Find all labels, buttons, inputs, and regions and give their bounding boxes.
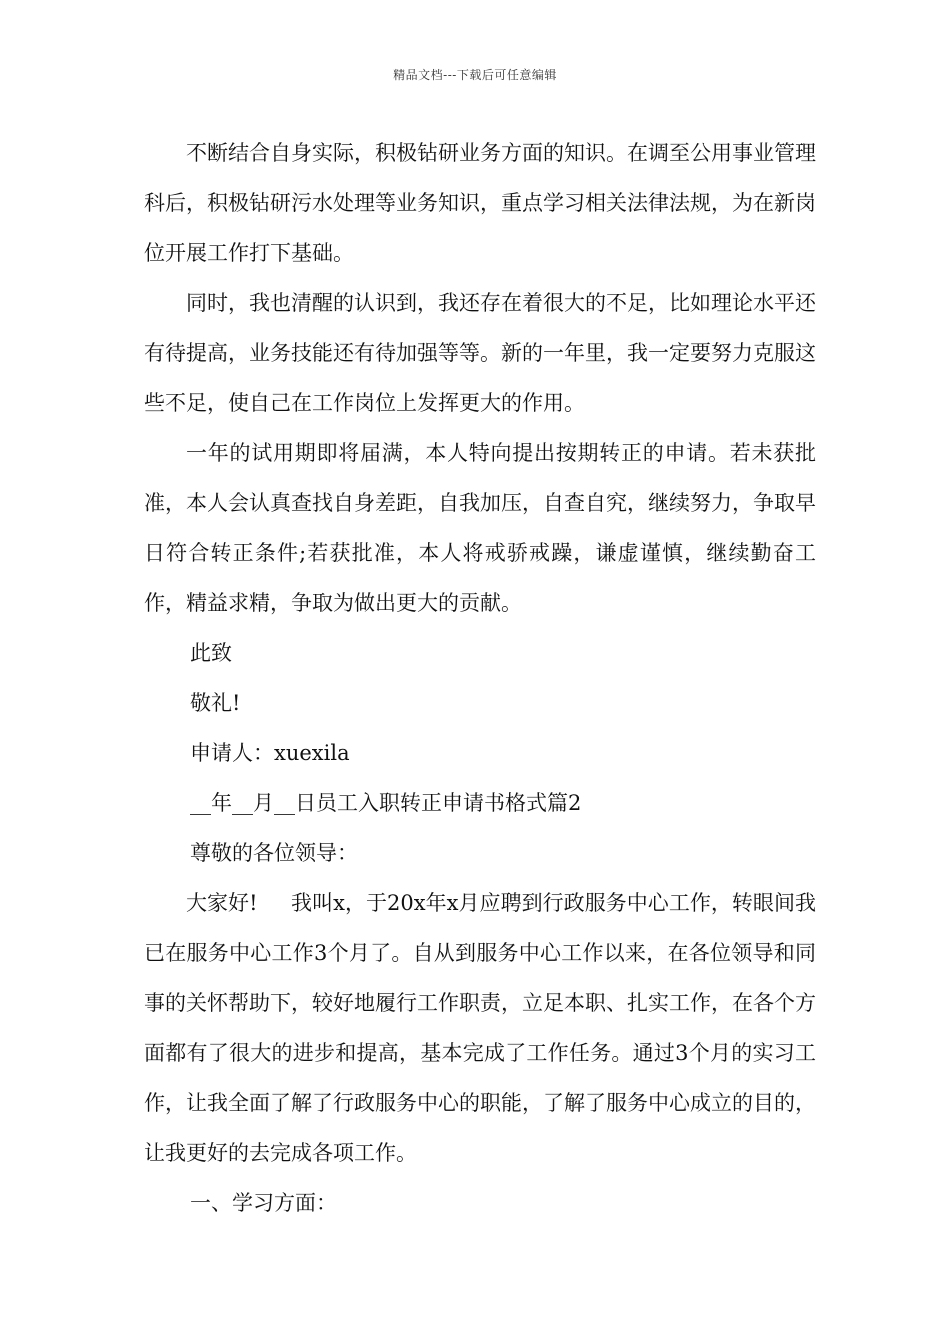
section-title-2: __年__月__日员工入职转正申请书格式篇2 [190,791,582,815]
section-heading-study: 一、学习方面： [190,1191,337,1215]
closing-line-2: 敬礼! [190,691,241,715]
applicant-line: 申请人：xuexila [190,741,350,765]
paragraph-application: 一年的试用期即将届满，本人特向提出按期转正的申请。若未获批准，本人会认真查找自身差距，自我加压，自查自究，继续努力，争取早日符合转正条件;若获批准，本人将戒骄戒躁，谦虚谨慎，继续勤奋工作，精益求精，争取为做出更大的贡献。 [144,441,816,615]
paragraph-study-knowledge: 不断结合自身实际，积极钻研业务方面的知识。在调至公用事业管理科后，积极钻研污水处理等业务知识，重点学习相关法律法规，为在新岗位开展工作打下基础。 [144,141,816,265]
paragraph-introduction: 大家好! 我叫x，于20x年x月应聘到行政服务中心工作，转眼间我已在服务中心工作3个月了。自从到服务中心工作以来，在各位领导和同事的关怀帮助下，较好地履行工作职责，立足本职、扎实工作，在各个方面都有了很大的进步和提高，基本完成了工作任务。通过3个月的实习工作，让我全面了解了行政服务中心的职能，了解了服务中心成立的目的，让我更好的去完成各项工作。 [144,891,816,1165]
salutation-line: 尊敬的各位领导： [190,841,358,865]
header-note: 精品文档---下载后可任意编辑 [393,68,557,82]
closing-line-1: 此致 [190,641,232,665]
document-body [144,128,816,1228]
paragraph-shortcomings: 同时，我也清醒的认识到，我还存在着很大的不足，比如理论水平还有待提高，业务技能还有待加强等等。新的一年里，我一定要努力克服这些不足，使自己在工作岗位上发挥更大的作用。 [144,291,816,415]
